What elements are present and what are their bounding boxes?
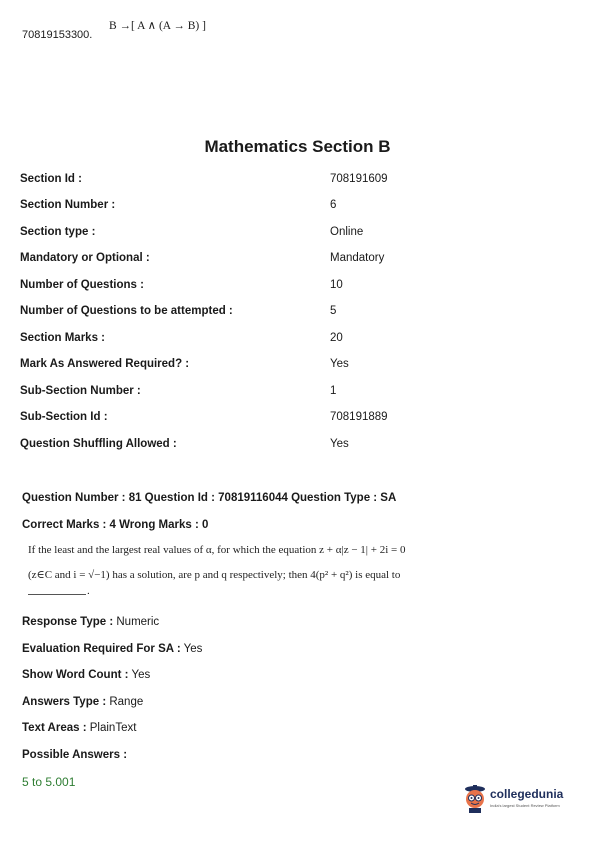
meta-row [20, 305, 580, 325]
question-text-line-1: If the least and the largest real values of α, for which the equation z + α|z − 1| + 2i = 0 [28, 544, 406, 556]
meta-label: Sub-Section Number : [20, 385, 141, 397]
meta-row [20, 279, 580, 299]
meta-row [20, 332, 580, 352]
meta-label: Question Shuffling Allowed : [20, 438, 177, 450]
detail-value: Yes [128, 669, 151, 681]
meta-value: 20 [330, 332, 343, 344]
detail-row [22, 696, 143, 708]
mascot-icon [462, 784, 488, 814]
section-title: Mathematics Section B [204, 137, 391, 156]
meta-value: 1 [330, 385, 337, 397]
detail-label: Show Word Count : [22, 669, 129, 681]
detail-label: Response Type : [22, 616, 114, 628]
detail-value: PlainText [86, 722, 137, 734]
collegedunia-logo [462, 780, 572, 820]
meta-value: 5 [330, 305, 337, 317]
detail-label: Answers Type : [22, 696, 107, 708]
meta-row [20, 411, 580, 431]
question-header: Question Number : 81 Question Id : 70819116044 Question Type : SA [22, 492, 397, 504]
detail-row [22, 669, 150, 681]
meta-value: Yes [330, 438, 349, 450]
meta-label: Number of Questions : [20, 279, 144, 291]
meta-label: Section Number : [20, 199, 116, 211]
meta-label: Sub-Section Id : [20, 411, 108, 423]
detail-row [22, 616, 159, 628]
blank-end-dot: . [87, 585, 90, 597]
detail-row [22, 643, 202, 655]
detail-label: Possible Answers : [22, 749, 128, 761]
meta-row [20, 173, 580, 193]
meta-row [20, 199, 580, 219]
detail-label: Evaluation Required For SA : [22, 643, 181, 655]
meta-row [20, 226, 580, 246]
meta-row [20, 385, 580, 405]
logo-tagline: India's largest Student Review Platform [490, 803, 560, 808]
meta-value: 708191609 [330, 173, 388, 185]
detail-row [22, 749, 127, 761]
meta-label: Number of Questions to be attempted : [20, 305, 233, 317]
header-formula: B →[ A ∧ (A → B) ] [109, 20, 206, 32]
logo-name: collegedunia [490, 787, 564, 801]
meta-row [20, 252, 580, 272]
meta-value: 708191889 [330, 411, 388, 423]
meta-row [20, 438, 580, 458]
detail-value: Range [106, 696, 144, 708]
meta-row [20, 358, 580, 378]
header-id: 70819153300. [22, 29, 93, 41]
meta-value: Yes [330, 358, 349, 370]
detail-row [22, 722, 136, 734]
meta-value: 6 [330, 199, 337, 211]
meta-label: Section Marks : [20, 332, 105, 344]
question-marks: Correct Marks : 4 Wrong Marks : 0 [22, 519, 209, 531]
meta-label: Section Id : [20, 173, 82, 185]
meta-value: Mandatory [330, 252, 385, 264]
detail-value: Yes [180, 643, 203, 655]
answer-blank [28, 594, 86, 595]
detail-label: Text Areas : [22, 722, 87, 734]
meta-label: Mandatory or Optional : [20, 252, 150, 264]
meta-value: 10 [330, 279, 343, 291]
question-text-line-2: (z∈C and i = √−1) has a solution, are p and q respectively; then 4(p² + q²) is equal to [28, 569, 401, 581]
possible-answer: 5 to 5.001 [22, 775, 76, 789]
detail-value: Numeric [113, 616, 160, 628]
meta-label: Section type : [20, 226, 96, 238]
meta-label: Mark As Answered Required? : [20, 358, 190, 370]
meta-value: Online [330, 226, 364, 238]
